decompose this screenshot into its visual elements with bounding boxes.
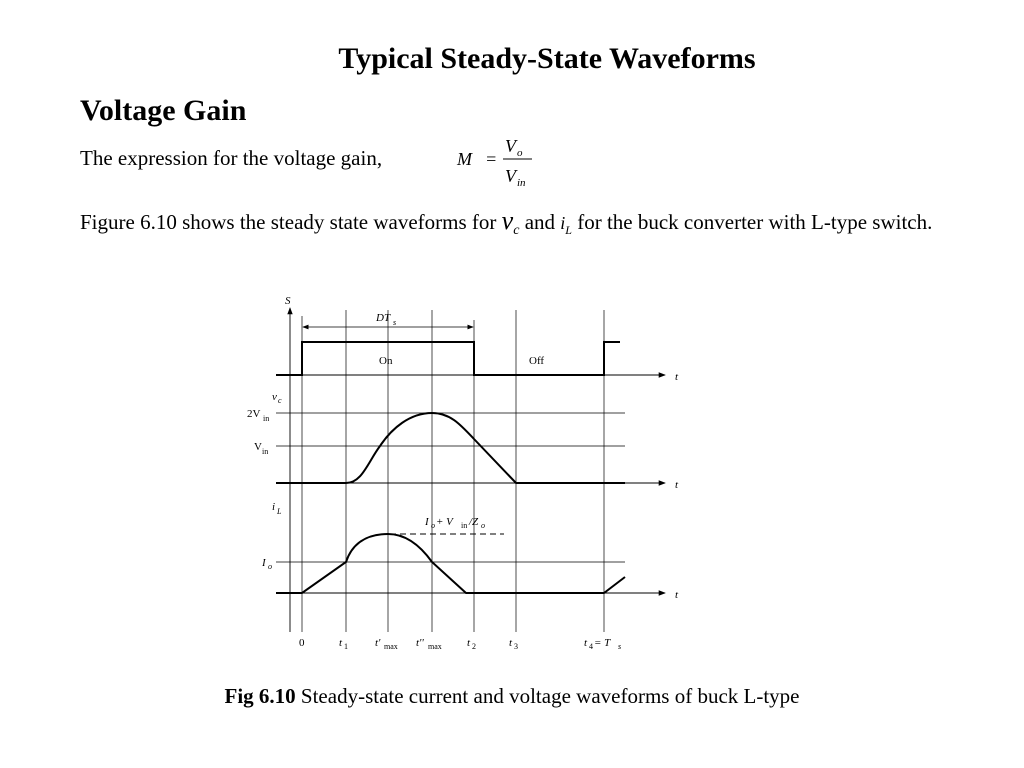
off-label: Off	[529, 355, 545, 367]
peak-label-vin-sub: in	[461, 521, 468, 530]
tick-t1: t	[339, 637, 343, 649]
tick-t1-sub: 1	[344, 642, 348, 651]
peak-label-zo: /Z	[469, 516, 479, 528]
il-waveform	[276, 534, 625, 593]
formula-lhs: M	[457, 149, 472, 169]
dts-sub: s	[393, 318, 397, 327]
gain-formula-svg	[455, 131, 545, 193]
gain-intro-text: The expression for the voltage gain,	[80, 146, 383, 170]
section-heading: Voltage Gain	[80, 94, 247, 127]
tick-t4-eq: = T	[594, 637, 611, 649]
switch-waveform	[276, 342, 620, 375]
formula-denominator: V	[505, 166, 516, 186]
formula-numerator-sub: o	[517, 147, 523, 159]
peak-label-io: I	[425, 516, 429, 528]
caption-text: Steady-state current and voltage waveforms of buck L-type	[295, 684, 800, 708]
io-label: I	[262, 557, 266, 569]
peak-label-zo-sub: o	[481, 521, 485, 530]
figure-desc-part2: for the buck converter with L-type switch.	[571, 210, 933, 234]
il-axis-label: i	[272, 501, 276, 513]
var-vc-sub: c	[513, 223, 520, 239]
vc-axis-label: v	[272, 391, 277, 403]
waveform-svg	[240, 288, 700, 658]
il-axis-sub: L	[277, 507, 282, 516]
time-reference-lines	[302, 310, 604, 632]
waveform-figure	[240, 288, 700, 658]
two-vin-label: 2V	[247, 408, 261, 420]
vc-waveform	[276, 413, 625, 483]
peak-label-io-sub: o	[431, 521, 435, 530]
figure-desc-part1: Figure 6.10 shows the steady state waveforms for	[80, 210, 502, 234]
s-t-label: t	[675, 371, 679, 383]
formula-denominator-sub: in	[517, 177, 526, 189]
slide-title: Typical Steady-State Waveforms	[338, 42, 756, 75]
dts-label: DT	[376, 312, 391, 324]
tick-t4: t	[584, 637, 588, 649]
vin-label: V	[254, 441, 262, 453]
vc-axis-sub: c	[278, 396, 282, 405]
tick-t3-sub: 3	[514, 642, 518, 651]
s-axis-label: S	[285, 295, 291, 307]
tick-t2-sub: 2	[472, 642, 476, 651]
two-vin-sub: in	[263, 414, 270, 423]
vc-t-label: t	[675, 479, 679, 491]
tick-t2: t	[467, 637, 471, 649]
tick-t4-sub: 4	[589, 642, 593, 651]
formula-numerator: V	[505, 136, 516, 156]
figure-caption	[0, 684, 1024, 709]
caption-label: Fig 6.10	[224, 684, 296, 708]
tick-t4-eq-sub: s	[618, 642, 622, 651]
formula-equals: =	[485, 149, 498, 169]
tick-tmax1-sub: max	[384, 642, 398, 651]
tick-t0: 0	[299, 637, 305, 649]
var-il: i	[560, 213, 566, 233]
on-label: On	[379, 355, 393, 367]
figure-description	[80, 205, 940, 246]
tick-tmax2-sub: max	[428, 642, 442, 651]
var-il-sub: L	[565, 223, 572, 238]
vin-sub: in	[262, 447, 269, 456]
figure-desc-and: and	[519, 210, 561, 234]
tick-labels	[299, 637, 621, 651]
peak-label	[424, 516, 485, 530]
io-sub: o	[268, 562, 272, 571]
tick-tmax1: t'	[375, 637, 381, 649]
tick-t3: t	[509, 637, 513, 649]
il-t-label: t	[675, 589, 679, 601]
gain-formula	[455, 131, 545, 198]
var-vc: v	[501, 206, 514, 235]
tick-tmax2: t''	[416, 637, 424, 649]
peak-label-vin: + V	[436, 516, 453, 528]
